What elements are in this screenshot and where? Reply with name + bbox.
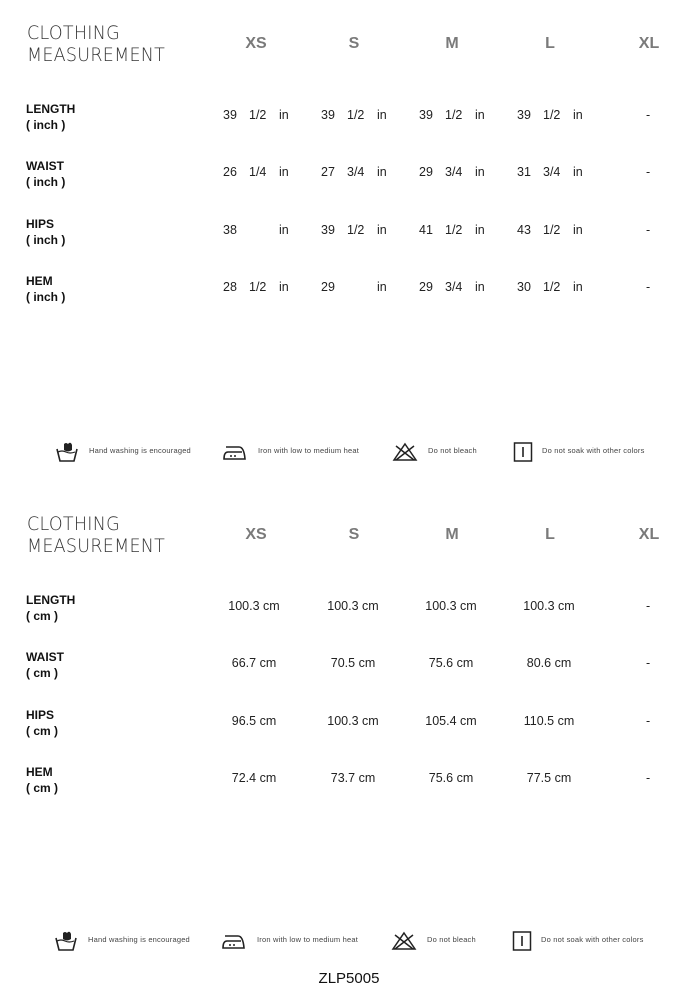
no-soak-icon xyxy=(513,441,533,463)
size-header-xl: XL xyxy=(638,35,660,52)
row-label-length xyxy=(26,101,75,133)
care-text: Do not soak with other colors xyxy=(541,935,644,944)
measure-unit: ( inch ) xyxy=(26,118,66,132)
value-cell: 105.4 cm xyxy=(425,714,477,728)
size-header-l: L xyxy=(545,526,555,543)
size-header-xs: XS xyxy=(245,526,267,543)
value-cell: 100.3 cm xyxy=(327,714,379,728)
xl-value: - xyxy=(646,223,651,237)
value-cell: 100.3 cm xyxy=(523,599,575,613)
size-header-m: M xyxy=(445,526,459,543)
measure-name: HEM xyxy=(26,274,53,288)
care-text: Hand washing is encouraged xyxy=(88,935,190,944)
value-cell: 100.3 cm xyxy=(228,599,280,613)
row-label-hem xyxy=(26,764,58,796)
xl-value: - xyxy=(646,599,651,613)
care-item-no-soak xyxy=(512,930,687,954)
measure-name: LENGTH xyxy=(26,593,76,607)
measure-unit: ( cm ) xyxy=(26,666,59,680)
care-text: Hand washing is encouraged xyxy=(89,446,191,455)
value-cell: 73.7 cm xyxy=(330,771,376,785)
care-item-hand-wash xyxy=(55,441,205,465)
xl-value: - xyxy=(646,771,651,785)
inch-measurement-section: CLOTHING MEASUREMENT XS S M L XL LENGTH ( inch ) 39 1/2 in 39 1/2 in 39 1/2 in 39 1/2 in - WAIST ( inch ) 26 1/4 in 27 3/4 in 29 3/4 in 31 3/4 in - HIPS ( inch ) 38 in 39 1/2 in 41 1/2 in 43 1/2 in - HEM ( inch ) 28 1/2 in 29 in 29 3/4 in 30 1/2 in - Hand washing is encouraged Iron with low to medium heat Do not bleach Do not soak with other colors xyxy=(0,0,698,490)
no-bleach-icon xyxy=(392,441,418,463)
section-title-line1: CLOTHING xyxy=(27,513,120,535)
care-text: Iron with low to medium heat xyxy=(258,446,360,455)
measure-unit: ( inch ) xyxy=(26,290,66,304)
care-item-no-bleach xyxy=(392,441,502,465)
size-header-s: S xyxy=(348,35,360,52)
value-cell: 100.3 cm xyxy=(425,599,477,613)
care-item-no-soak xyxy=(513,441,688,465)
section-title-line1: CLOTHING xyxy=(27,22,120,44)
measure-unit: ( inch ) xyxy=(26,233,66,247)
size-header-m: M xyxy=(445,35,459,52)
row-label-length xyxy=(26,592,75,624)
care-text: Iron with low to medium heat xyxy=(257,935,359,944)
iron-icon xyxy=(222,441,248,463)
product-code: ZLP5005 xyxy=(318,970,380,987)
measure-name: LENGTH xyxy=(26,102,76,116)
care-text: Do not bleach xyxy=(427,935,476,944)
value-cell: 66.7 cm xyxy=(231,656,277,670)
value-cell: 77.5 cm xyxy=(526,771,572,785)
row-label-waist xyxy=(26,649,64,681)
size-header-l: L xyxy=(545,35,555,52)
section-title-line2: MEASUREMENT xyxy=(27,44,166,66)
iron-icon xyxy=(221,930,247,952)
care-instructions xyxy=(0,930,698,960)
measure-name: WAIST xyxy=(26,159,64,173)
cm-measurement-section xyxy=(0,491,698,981)
measure-unit: ( cm ) xyxy=(26,781,59,795)
row-label-waist xyxy=(26,158,65,190)
value-cell: 80.6 cm xyxy=(526,656,572,670)
value-cell: 75.6 cm xyxy=(428,771,474,785)
row-label-hips xyxy=(26,707,58,739)
no-bleach-icon xyxy=(391,930,417,952)
section-title-line2: MEASUREMENT xyxy=(27,535,166,557)
care-item-no-bleach xyxy=(391,930,501,954)
care-text: Do not bleach xyxy=(428,446,477,455)
row-label-hem xyxy=(26,273,65,305)
hand-wash-icon xyxy=(54,930,78,952)
xl-value: - xyxy=(646,714,651,728)
value-cell: 100.3 cm xyxy=(327,599,379,613)
measure-unit: ( cm ) xyxy=(26,609,59,623)
value-cell: 110.5 cm xyxy=(523,714,575,728)
row-label-hips xyxy=(26,216,65,248)
xl-value: - xyxy=(646,165,651,179)
measure-name: HIPS xyxy=(26,217,55,231)
hand-wash-icon xyxy=(55,441,79,463)
care-item-hand-wash xyxy=(54,930,204,954)
care-item-iron xyxy=(222,441,372,465)
care-instructions xyxy=(0,441,698,471)
measure-name: HIPS xyxy=(26,708,55,722)
measure-name: HEM xyxy=(26,765,53,779)
value-cell: 72.4 cm xyxy=(231,771,277,785)
measure-unit: ( inch ) xyxy=(26,175,66,189)
xl-value: - xyxy=(646,108,651,122)
measure-name: WAIST xyxy=(26,650,64,664)
measure-unit: ( cm ) xyxy=(26,724,59,738)
care-item-iron xyxy=(221,930,371,954)
value-cell: 96.5 cm xyxy=(231,714,277,728)
value-cell: 70.5 cm xyxy=(330,656,376,670)
xl-value: - xyxy=(646,280,651,294)
size-header-xs: XS xyxy=(245,35,267,52)
no-soak-icon xyxy=(512,930,532,952)
size-header-s: S xyxy=(348,526,360,543)
size-header-xl: XL xyxy=(638,526,660,543)
care-text: Do not soak with other colors xyxy=(542,446,645,455)
value-cell: 75.6 cm xyxy=(428,656,474,670)
xl-value: - xyxy=(646,656,651,670)
